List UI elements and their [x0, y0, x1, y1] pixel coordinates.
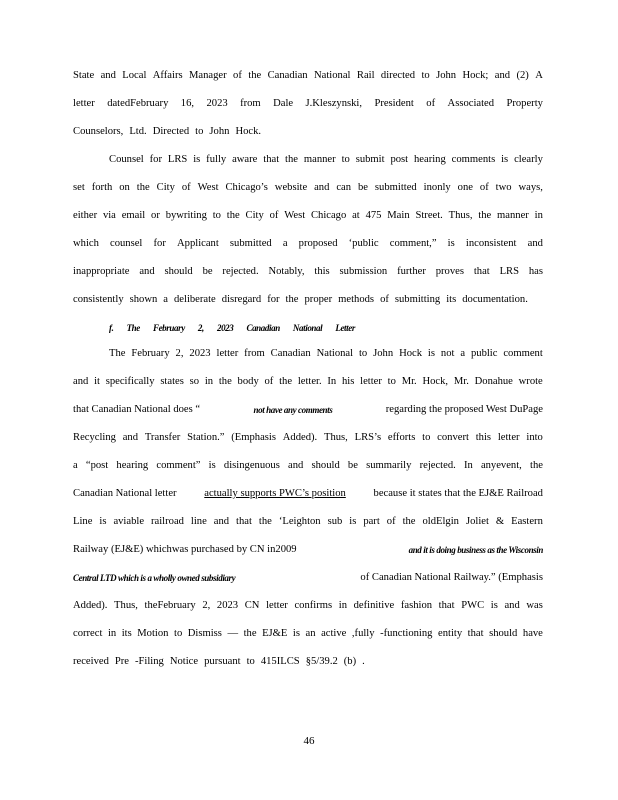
word: comment”	[156, 460, 201, 471]
word: the	[478, 210, 492, 221]
body-line	[73, 181, 543, 195]
word: manner	[497, 210, 529, 221]
word: submit	[355, 154, 385, 165]
word: to	[212, 210, 221, 221]
word: Mr.	[401, 376, 417, 387]
word: submission	[339, 266, 388, 277]
word: line	[190, 516, 207, 527]
text-run: because it states that the EJ&E Railroad	[373, 488, 543, 499]
word: J.Kleszynski,	[305, 98, 363, 109]
word: fully	[206, 154, 227, 165]
word: is	[501, 154, 509, 165]
word: Directed	[152, 126, 190, 137]
section-heading	[109, 321, 355, 335]
word: (b)	[343, 656, 357, 667]
word: aware	[232, 154, 258, 165]
word: President	[374, 98, 414, 109]
word: inconsistent	[465, 238, 517, 249]
word: it	[94, 376, 100, 387]
word: Mr.	[453, 376, 469, 387]
word: City	[245, 210, 264, 221]
emphasis-text: not have any comments	[253, 405, 333, 415]
word: Thus,	[323, 432, 348, 443]
word: convert	[437, 432, 469, 443]
word: of	[264, 376, 274, 387]
text-run: regarding the proposed West DuPage	[385, 404, 543, 415]
word: or	[151, 210, 160, 221]
word: definitive	[353, 600, 395, 611]
word: post	[390, 154, 409, 165]
word: 2,	[175, 348, 184, 359]
text-run: Canadian National letter	[73, 488, 177, 499]
word: that	[263, 154, 280, 165]
word: the	[279, 376, 293, 387]
word: of	[426, 98, 436, 109]
word: .	[362, 656, 365, 667]
word: the	[258, 516, 272, 527]
word: for	[267, 294, 280, 305]
word: is	[193, 154, 201, 165]
word: has	[528, 266, 543, 277]
word: its	[121, 628, 132, 639]
word: his	[342, 376, 355, 387]
body-line	[73, 97, 543, 111]
word: and	[139, 266, 155, 277]
word: of	[479, 182, 489, 193]
word: email	[121, 210, 146, 221]
word: two	[495, 182, 512, 193]
word: website	[274, 182, 308, 193]
word: Main	[387, 210, 410, 221]
word: Rail	[356, 70, 375, 81]
word: the	[136, 182, 150, 193]
word: of	[233, 70, 242, 81]
word: clearly	[514, 154, 543, 165]
word: 2023	[216, 600, 239, 611]
word: on	[119, 182, 130, 193]
word: and	[504, 600, 520, 611]
word: Transfer	[144, 432, 181, 443]
word: comments	[451, 154, 496, 165]
word: comment,”	[389, 238, 437, 249]
word: and	[122, 432, 139, 443]
word: one	[457, 182, 473, 193]
word: to	[421, 70, 430, 81]
word: manner	[303, 154, 336, 165]
emphasis-text: Central LTD which is a wholly owned subsidiary	[73, 573, 236, 583]
word: EJ&E	[262, 628, 288, 639]
body-line	[73, 459, 543, 473]
word: datedFebruary	[107, 98, 169, 109]
body-line	[73, 237, 543, 251]
word: letter	[497, 432, 520, 443]
word: set	[73, 182, 85, 193]
word: rejected.	[222, 266, 259, 277]
word: the	[218, 376, 232, 387]
word: to	[422, 432, 431, 443]
word: proposed	[298, 238, 338, 249]
body-line	[109, 347, 543, 361]
body-line	[73, 571, 543, 585]
word: A	[535, 70, 543, 81]
word: should	[311, 460, 340, 471]
body-line	[73, 487, 543, 501]
text-run: of Canadian National Railway.” (Emphasis	[360, 572, 543, 583]
word: LRS’s	[354, 432, 382, 443]
word: letter	[73, 98, 95, 109]
word: comment	[503, 348, 543, 359]
word: PWC	[461, 600, 485, 611]
word: Thus,	[448, 210, 473, 221]
word: via	[102, 210, 116, 221]
word: the	[243, 628, 257, 639]
word: at	[352, 210, 360, 221]
word: Letter	[335, 323, 355, 333]
word: ways,	[518, 182, 543, 193]
word: Added).	[282, 432, 318, 443]
word: proves	[435, 266, 464, 277]
body-line	[73, 515, 543, 529]
body-line	[73, 403, 543, 417]
word: correct	[73, 628, 103, 639]
word: the	[248, 70, 262, 81]
word: to	[174, 628, 183, 639]
word: (Emphasis	[231, 432, 276, 443]
word: West	[197, 182, 219, 193]
word: documentation.	[462, 294, 528, 305]
word: aviable	[113, 516, 145, 527]
word: deliberate	[174, 294, 216, 305]
word: consistently	[73, 294, 124, 305]
word: LRS	[167, 154, 188, 165]
body-line	[73, 293, 543, 307]
word: was	[526, 600, 543, 611]
word: Dale	[273, 98, 294, 109]
body-line	[73, 655, 543, 669]
body-line	[73, 627, 543, 641]
word: is	[349, 516, 357, 527]
word: from	[244, 348, 265, 359]
word: and	[527, 238, 543, 249]
word: ,fully	[351, 628, 375, 639]
word: West	[284, 210, 306, 221]
word: (2)	[516, 70, 529, 81]
word: active	[321, 628, 347, 639]
word: letter	[266, 600, 288, 611]
word: of	[269, 210, 279, 221]
word: part	[363, 516, 380, 527]
word: -functioning	[380, 628, 433, 639]
word: states	[160, 376, 184, 387]
body-line	[73, 125, 543, 139]
word: the	[285, 154, 298, 165]
word: methods	[338, 294, 375, 305]
word: Hock	[399, 348, 423, 359]
word: that	[236, 516, 252, 527]
word: disingenuous	[223, 460, 280, 471]
word: in	[338, 600, 347, 611]
word: 415ILCS	[260, 656, 300, 667]
word: in	[107, 628, 117, 639]
word: can	[336, 182, 352, 193]
word: the	[226, 210, 240, 221]
word: rejected.	[419, 460, 456, 471]
word: directed	[380, 70, 416, 81]
word: LRS	[499, 266, 519, 277]
word: that	[438, 600, 455, 611]
word: The	[109, 348, 126, 359]
word: submitting	[394, 294, 441, 305]
word: have	[522, 628, 543, 639]
word: not	[440, 348, 455, 359]
word: State	[73, 70, 95, 81]
word: Street.	[415, 210, 443, 221]
word: and	[494, 70, 511, 81]
word: Joliet	[465, 516, 489, 527]
word: to	[387, 376, 396, 387]
word: its	[446, 294, 457, 305]
word: a	[460, 348, 466, 359]
body-line	[73, 209, 543, 223]
word: CN	[244, 600, 260, 611]
word: &	[495, 516, 505, 527]
word: efforts	[387, 432, 416, 443]
word: National	[292, 323, 323, 333]
word: a	[163, 294, 168, 305]
word: Notice	[169, 656, 199, 667]
word: 475	[365, 210, 382, 221]
word: Chicago’s	[225, 182, 268, 193]
word: from	[240, 98, 261, 109]
word: Pre	[114, 656, 129, 667]
word: further	[397, 266, 426, 277]
word: National	[316, 348, 354, 359]
word: body	[237, 376, 259, 387]
word: for	[149, 154, 162, 165]
word: City	[156, 182, 175, 193]
word: for	[153, 238, 166, 249]
word: 2023	[206, 98, 228, 109]
word: anyevent,	[480, 460, 522, 471]
body-line	[73, 431, 543, 445]
word: Chicago	[310, 210, 347, 221]
word: Counselors,	[73, 126, 124, 137]
word: In	[327, 376, 337, 387]
word: Hock.	[235, 126, 262, 137]
word: oldElgin	[422, 516, 459, 527]
word: National	[314, 70, 351, 81]
word: pursuant	[204, 656, 241, 667]
word: hearing	[116, 460, 149, 471]
word: an	[305, 628, 316, 639]
word: “post	[85, 460, 109, 471]
word: inappropriate	[73, 266, 130, 277]
word: railroad	[151, 516, 184, 527]
word: Line	[73, 516, 93, 527]
word: disregard	[221, 294, 262, 305]
emphasis-text: and it is doing business as the Wisconsin	[408, 545, 543, 555]
word: is	[427, 348, 435, 359]
word: 2023	[216, 323, 234, 333]
word: 2,	[197, 323, 204, 333]
word: ‘public	[348, 238, 379, 249]
word: of	[386, 516, 396, 527]
text-run: that Canadian National does “	[73, 404, 201, 415]
word: wrote	[518, 376, 543, 387]
word: §5/39.2	[305, 656, 338, 667]
word: submitted	[374, 182, 417, 193]
word: 16,	[180, 98, 195, 109]
word: of	[380, 294, 389, 305]
word: Notably,	[268, 266, 305, 277]
word: to	[195, 126, 204, 137]
word: is	[99, 516, 107, 527]
word: the	[402, 516, 416, 527]
word: bywriting	[165, 210, 207, 221]
word: into	[526, 432, 543, 443]
word: Ltd.	[129, 126, 147, 137]
word: Canadian	[246, 323, 280, 333]
word: Added).	[73, 600, 108, 611]
word: in	[204, 376, 214, 387]
word: a	[73, 460, 78, 471]
word: is	[490, 600, 498, 611]
word: February	[131, 348, 170, 359]
word: Manager	[188, 70, 227, 81]
word: confirms	[294, 600, 333, 611]
word: Donahue	[474, 376, 513, 387]
underlined-text: actually supports PWC’s position	[204, 488, 346, 499]
word: —	[227, 628, 239, 639]
word: specifically	[105, 376, 155, 387]
word: in	[534, 210, 543, 221]
word: Canadian	[267, 70, 308, 81]
word: so	[189, 376, 200, 387]
word: February	[152, 323, 185, 333]
word: inonly	[423, 182, 451, 193]
word: 2023	[189, 348, 211, 359]
word: and	[213, 516, 230, 527]
word: of	[181, 182, 191, 193]
word: Dismiss	[187, 628, 222, 639]
word: is	[292, 628, 300, 639]
word: and	[314, 182, 330, 193]
word: summarily	[366, 460, 412, 471]
word: either	[73, 210, 98, 221]
word: theFebruary	[144, 600, 196, 611]
word: proper	[304, 294, 333, 305]
word: should	[164, 266, 193, 277]
word: letter.	[297, 376, 322, 387]
word: Property	[506, 98, 543, 109]
word: to	[358, 348, 368, 359]
word: be	[202, 266, 213, 277]
word: Hock,	[422, 376, 449, 387]
text-run: Railway (EJ&E) whichwas purchased by CN in2009	[73, 544, 297, 555]
word: letter	[216, 348, 239, 359]
word: should	[489, 628, 518, 639]
word: is	[447, 238, 455, 249]
word: be	[347, 460, 358, 471]
word: Motion	[137, 628, 169, 639]
word: submitted	[229, 238, 272, 249]
body-line	[109, 153, 543, 167]
word: and	[288, 460, 304, 471]
word: that	[467, 628, 484, 639]
word: -Filing	[135, 656, 164, 667]
word: the	[285, 294, 299, 305]
word: f.	[109, 323, 114, 333]
word: to	[341, 154, 350, 165]
word: In	[463, 460, 473, 471]
word: and	[73, 376, 89, 387]
word: to	[246, 656, 255, 667]
page-number: 46	[303, 735, 315, 747]
word: received	[73, 656, 109, 667]
word: which	[73, 238, 99, 249]
word: and	[100, 70, 116, 81]
word: Eastern	[511, 516, 543, 527]
word: entity	[438, 628, 463, 639]
word: fashion	[400, 600, 433, 611]
word: letter	[360, 376, 382, 387]
body-line	[73, 69, 543, 83]
body-line	[73, 543, 543, 557]
word: John	[373, 348, 394, 359]
word: ‘Leighton	[278, 516, 321, 527]
body-line	[73, 265, 543, 279]
word: Affairs	[152, 70, 183, 81]
word: this	[475, 432, 492, 443]
word: Counsel	[109, 154, 144, 165]
word: counsel	[110, 238, 143, 249]
word: Station.”	[187, 432, 225, 443]
word: Local	[122, 70, 147, 81]
word: Recycling	[73, 432, 116, 443]
word: Applicant	[177, 238, 219, 249]
word: a	[282, 238, 288, 249]
word: sub	[327, 516, 343, 527]
body-line	[73, 375, 543, 389]
word: 2,	[202, 600, 211, 611]
word: this	[314, 266, 330, 277]
word: John	[436, 70, 457, 81]
word: public	[470, 348, 498, 359]
word: the	[530, 460, 543, 471]
word: Canadian	[270, 348, 311, 359]
body-line	[73, 599, 543, 613]
word: Associated	[447, 98, 495, 109]
word: The	[126, 323, 140, 333]
word: be	[357, 182, 368, 193]
word: John	[209, 126, 230, 137]
word: that	[473, 266, 490, 277]
word: Thus,	[114, 600, 138, 611]
word: shown	[129, 294, 158, 305]
word: hearing	[414, 154, 446, 165]
word: forth	[91, 182, 113, 193]
word: is	[208, 460, 216, 471]
word: Hock;	[462, 70, 489, 81]
